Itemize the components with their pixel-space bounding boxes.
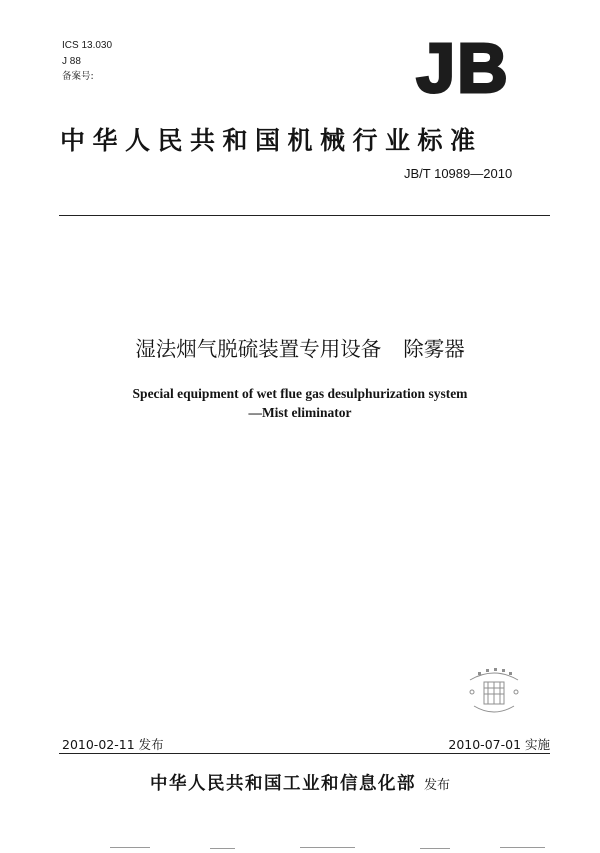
footer-divider — [59, 753, 550, 754]
title-cn-sub: 除雾器 — [403, 337, 465, 361]
publisher-line — [0, 770, 600, 795]
implementation-date: 2010-07-01 实施 — [448, 737, 550, 752]
jb-logo-text: JB — [416, 34, 510, 100]
record-number-label: 备案号: — [62, 71, 94, 82]
scan-edge-noise — [0, 838, 600, 853]
ics-code: ICS 13.030 — [62, 40, 113, 51]
jb-logo — [404, 34, 522, 100]
header-divider — [59, 215, 550, 216]
document-title-en-line2: —Mist eliminator — [248, 405, 352, 420]
document-title-en-line1: Special equipment of wet flue gas desulphurization system — [132, 386, 468, 401]
publisher-name: 中华人民共和国工业和信息化部 — [149, 774, 416, 794]
title-cn-main: 湿法烟气脱硫装置专用设备 — [135, 337, 382, 361]
document-title-cn — [0, 332, 600, 362]
issue-date: 2010-02-11 发布 — [62, 737, 164, 752]
library-stamp-icon — [460, 660, 528, 720]
standard-number: JB/T 10989—2010 — [404, 166, 513, 181]
publisher-suffix: 发布 — [423, 778, 450, 793]
classification-code: J 88 — [62, 56, 81, 67]
organization-title: 中华人民共和国机械行业标准 — [60, 126, 483, 155]
